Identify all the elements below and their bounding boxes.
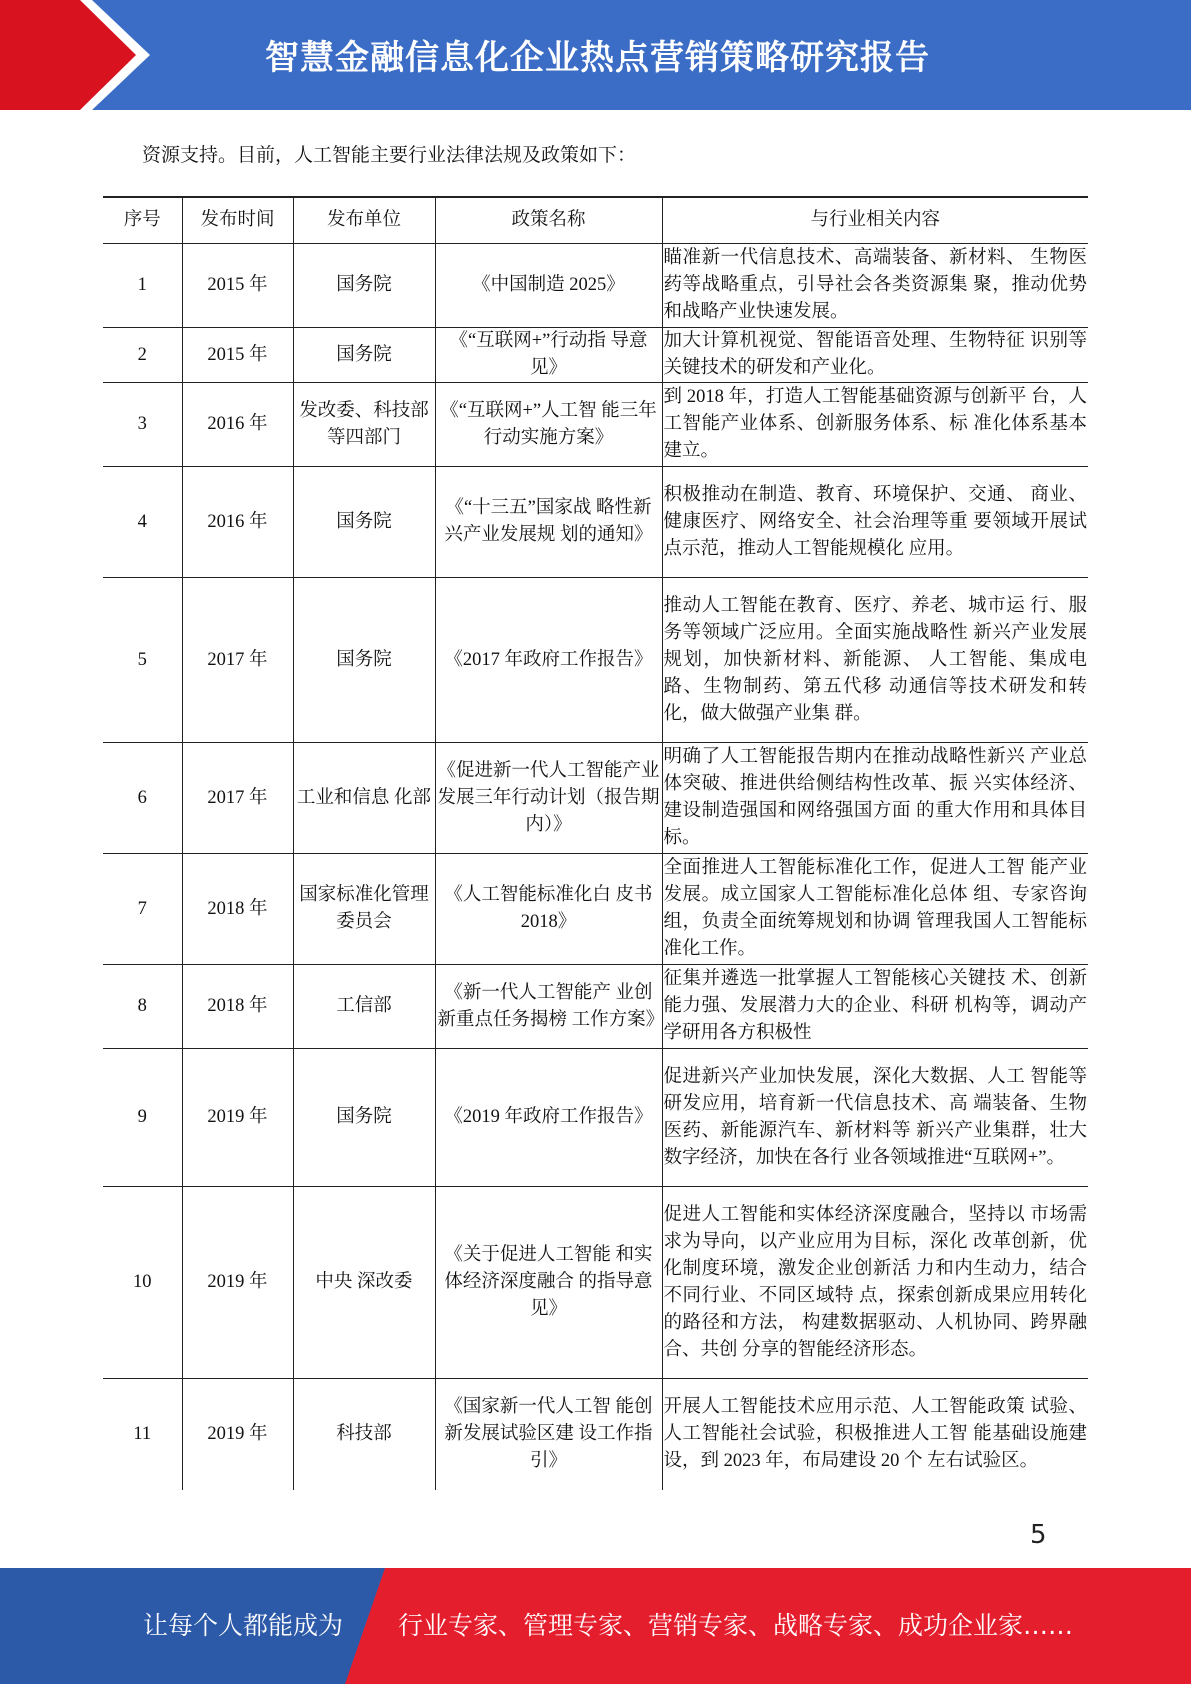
page-footer — [0, 1568, 1191, 1684]
row-org: 国务院 — [293, 328, 435, 383]
row-no: 8 — [103, 965, 182, 1049]
header-org: 发布单位 — [293, 197, 435, 244]
row-no: 10 — [103, 1187, 182, 1379]
row-policy-name: 《“互联网+”人工智 能三年行动实施方案》 — [435, 383, 662, 467]
report-title: 智慧金融信息化企业热点营销策略研究报告 — [265, 38, 930, 78]
row-content: 全面推进人工智能标准化工作，促进人工智 能产业发展。成立国家人工智能标准化总体 组、专家咨询组，负责全面统筹规划和协调 管理我国人工智能标准化工作。 — [662, 854, 1088, 965]
row-content: 到 2018 年，打造人工智能基础资源与创新平 台，人工智能产业体系、创新服务体系、标 准化体系基本建立。 — [662, 383, 1088, 467]
row-policy-name: 《人工智能标准化白 皮书 2018》 — [435, 854, 662, 965]
row-date: 2017 年 — [182, 578, 293, 743]
table-row — [103, 854, 1088, 965]
row-org: 国务院 — [293, 1049, 435, 1187]
row-no: 9 — [103, 1049, 182, 1187]
footer-slogan-left: 让每个人都能成为 — [143, 1611, 344, 1640]
row-content: 推动人工智能在教育、医疗、养老、城市运 行、服务等领域广泛应用。全面实施战略性 新兴产业发展规划，加快新材料、新能源、 人工智能、集成电路、生物制药、第五代移 动通信等技术研发和转化，做大做强产业集 群。 — [662, 578, 1088, 743]
row-no: 5 — [103, 578, 182, 743]
row-content: 明确了人工智能报告期内在推动战略性新兴 产业总体突破、推进供给侧结构性改革、振 兴实体经济、建设制造强国和网络强国方面 的重大作用和具体目标。 — [662, 743, 1088, 854]
table-row — [103, 1187, 1088, 1379]
row-no: 7 — [103, 854, 182, 965]
row-content: 开展人工智能技术应用示范、人工智能政策 试验、人工智能社会试验，积极推进人工智 能基础设施建设，到 2023 年，布局建设 20 个 左右试验区。 — [662, 1379, 1088, 1490]
row-date: 2016 年 — [182, 467, 293, 578]
row-date: 2019 年 — [182, 1049, 293, 1187]
header-content: 与行业相关内容 — [662, 197, 1088, 244]
row-no: 11 — [103, 1379, 182, 1490]
row-no: 4 — [103, 467, 182, 578]
row-date: 2017 年 — [182, 743, 293, 854]
row-content: 积极推动在制造、教育、环境保护、交通、 商业、健康医疗、网络安全、社会治理等重 要领域开展试点示范，推动人工智能规模化 应用。 — [662, 467, 1088, 578]
table-row — [103, 383, 1088, 467]
policy-table — [103, 196, 1088, 1490]
row-policy-name: 《“互联网+”行动指 导意见》 — [435, 328, 662, 383]
row-org: 国务院 — [293, 467, 435, 578]
row-policy-name: 《中国制造 2025》 — [435, 244, 662, 328]
row-org: 国务院 — [293, 578, 435, 743]
row-policy-name: 《促进新一代人工智能产业发展三年行动计划（报告期内）》 — [435, 743, 662, 854]
row-org: 工信部 — [293, 965, 435, 1049]
row-policy-name: 《国家新一代人工智 能创新发展试验区建 设工作指引》 — [435, 1379, 662, 1490]
row-policy-name: 《关于促进人工智能 和实体经济深度融合 的指导意见》 — [435, 1187, 662, 1379]
row-date: 2015 年 — [182, 328, 293, 383]
footer-slogan-right: 行业专家、管理专家、营销专家、战略专家、成功企业家…… — [398, 1611, 1074, 1640]
table-row — [103, 1049, 1088, 1187]
row-date: 2019 年 — [182, 1379, 293, 1490]
row-org: 工业和信息 化部 — [293, 743, 435, 854]
table-row — [103, 1379, 1088, 1490]
row-content: 促进新兴产业加快发展，深化大数据、人工 智能等研发应用，培育新一代信息技术、高 端装备、生物医药、新能源汽车、新材料等 新兴产业集群，壮大数字经济，加快在各行 业各领域推进“互联网+”。 — [662, 1049, 1088, 1187]
table-row — [103, 467, 1088, 578]
row-content: 加大计算机视觉、智能语音处理、生物特征 识别等关键技术的研发和产业化。 — [662, 328, 1088, 383]
row-policy-name: 《2019 年政府工作报告》 — [435, 1049, 662, 1187]
row-no: 6 — [103, 743, 182, 854]
row-content: 促进人工智能和实体经济深度融合，坚持以 市场需求为导向，以产业应用为目标，深化 改革创新，优化制度环境，激发企业创新活 力和内生动力，结合不同行业、不同区域特 点，探索创新成果应用转化的路径和方法， 构建数据驱动、人机协同、跨界融合、共创 分享的智能经济形态。 — [662, 1187, 1088, 1379]
row-content: 征集并遴选一批掌握人工智能核心关键技 术、创新能力强、发展潜力大的企业、科研 机构等，调动产学研用各方积极性 — [662, 965, 1088, 1049]
header-policy-name: 政策名称 — [435, 197, 662, 244]
row-date: 2016 年 — [182, 383, 293, 467]
row-policy-name: 《2017 年政府工作报告》 — [435, 578, 662, 743]
header-date: 发布时间 — [182, 197, 293, 244]
table-row — [103, 244, 1088, 328]
row-org: 科技部 — [293, 1379, 435, 1490]
table-row — [103, 965, 1088, 1049]
row-date: 2019 年 — [182, 1187, 293, 1379]
table-header-row — [103, 197, 1088, 244]
row-content: 瞄准新一代信息技术、高端装备、新材料、 生物医药等战略重点，引导社会各类资源集 聚，推动优势和战略产业快速发展。 — [662, 244, 1088, 328]
table-row — [103, 578, 1088, 743]
row-no: 3 — [103, 383, 182, 467]
row-date: 2018 年 — [182, 854, 293, 965]
row-org: 国务院 — [293, 244, 435, 328]
page-number: 5 — [1030, 1520, 1047, 1550]
row-no: 1 — [103, 244, 182, 328]
table-row — [103, 328, 1088, 383]
intro-text: 资源支持。目前，人工智能主要行业法律法规及政策如下： — [142, 145, 637, 166]
page-header — [0, 0, 1191, 110]
row-policy-name: 《新一代人工智能产 业创新重点任务揭榜 工作方案》 — [435, 965, 662, 1049]
row-date: 2018 年 — [182, 965, 293, 1049]
row-date: 2015 年 — [182, 244, 293, 328]
table-row — [103, 743, 1088, 854]
row-no: 2 — [103, 328, 182, 383]
row-org: 发改委、科技部等四部门 — [293, 383, 435, 467]
row-org: 国家标准化管理委员会 — [293, 854, 435, 965]
row-policy-name: 《“十三五”国家战 略性新兴产业发展规 划的通知》 — [435, 467, 662, 578]
row-org: 中央 深改委 — [293, 1187, 435, 1379]
header-no: 序号 — [103, 197, 182, 244]
